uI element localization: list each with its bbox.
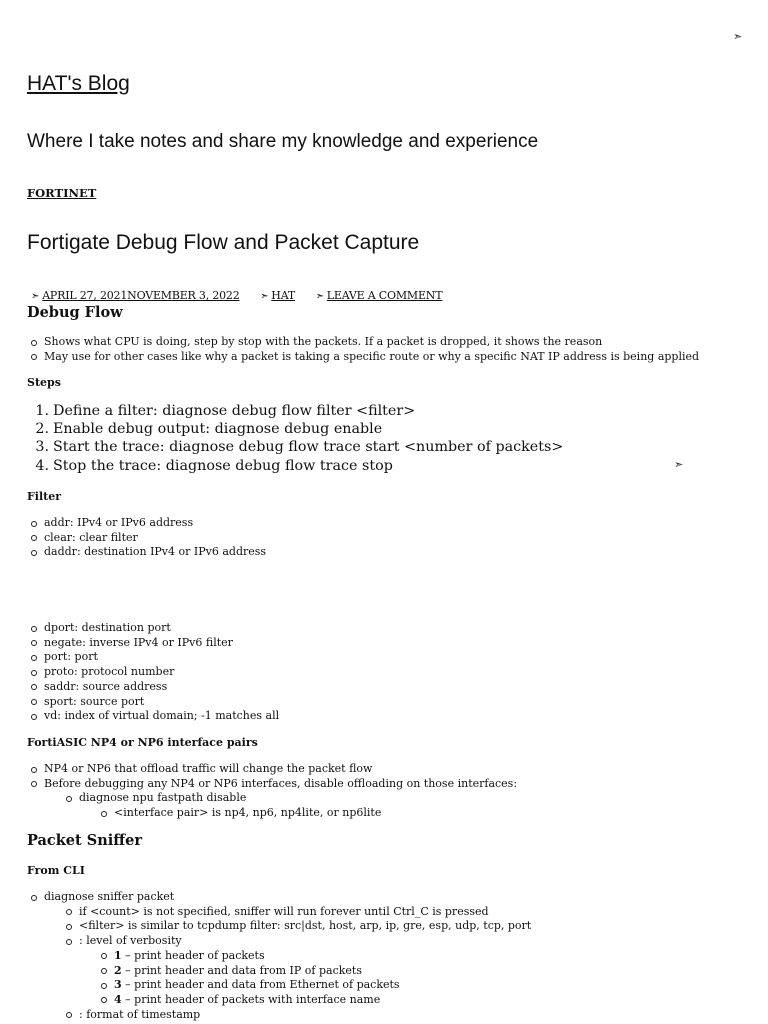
list-item: : format of timestamp bbox=[62, 1008, 747, 1023]
list-item: Shows what CPU is doing, step by stop with the packets. If a packet is dropped, it shows the reason bbox=[27, 335, 747, 350]
filter-list-2 bbox=[27, 621, 747, 724]
author-icon: ➣ bbox=[260, 291, 269, 302]
list-item: negate: inverse IPv4 or IPv6 filter bbox=[27, 636, 747, 651]
site-title-link[interactable]: HAT's Blog bbox=[27, 72, 130, 95]
debug-flow-heading: Debug Flow bbox=[27, 304, 123, 321]
list-item: 1 – print header of packets bbox=[97, 949, 747, 964]
list-item: dport: destination port bbox=[27, 621, 747, 636]
pin-icon: ➣ bbox=[674, 458, 684, 471]
list-item: 3. Start the trace: diagnose debug flow trace start <number of packets> bbox=[35, 439, 564, 456]
list-item: <interface pair> is np4, np6, np4lite, or np6lite bbox=[97, 806, 747, 821]
list-item: diagnose npu fastpath disable <interface pair> is np4, np6, np4lite, or np6lite bbox=[62, 791, 747, 820]
site-tagline: Where I take notes and share my knowledge and experience bbox=[27, 131, 539, 152]
list-item: diagnose sniffer packet if <count> is not specified, sniffer will run forever until Ctrl_C is pressed <filter> is similar to tcpdump filter: src|dst, host, arp, ip, gre, esp, udp, tcp, port : level of verbosity 1 – print header of packets 2 – print header and data from IP of packets 3 – print header and data from Ethernet of packets 4 – print header of packets with interface name : format of timestamp bbox=[27, 890, 747, 1022]
filter-list-1 bbox=[27, 516, 747, 560]
list-item: sport: source port bbox=[27, 695, 747, 710]
pin-icon: ➣ bbox=[733, 30, 743, 43]
list-item: <filter> is similar to tcpdump filter: src|dst, host, arp, ip, gre, esp, udp, tcp, port bbox=[62, 919, 747, 934]
list-item: May use for other cases like why a packet is taking a specific route or why a specific NAT IP address is being applied bbox=[27, 350, 747, 365]
post-meta bbox=[31, 289, 442, 302]
list-item: addr: IPv4 or IPv6 address bbox=[27, 516, 747, 531]
list-item: Before debugging any NP4 or NP6 interfaces, disable offloading on those interfaces: diagnose npu fastpath disable <interface pair> is np4, np6, np4lite, or np6lite bbox=[27, 777, 747, 821]
list-item: if <count> is not specified, sniffer will run forever until Ctrl_C is pressed bbox=[62, 905, 747, 920]
list-item: proto: protocol number bbox=[27, 665, 747, 680]
list-item: 1. Define a filter: diagnose debug flow filter <filter> bbox=[35, 403, 416, 419]
debug-flow-list bbox=[27, 335, 747, 364]
list-item: clear: clear filter bbox=[27, 531, 747, 546]
post-title: Fortigate Debug Flow and Packet Capture bbox=[27, 231, 420, 254]
packet-sniffer-heading: Packet Sniffer bbox=[27, 832, 143, 849]
sniffer-list bbox=[27, 890, 747, 1022]
list-item: NP4 or NP6 that offload traffic will change the packet flow bbox=[27, 762, 747, 777]
list-item: : level of verbosity 1 – print header of packets 2 – print header and data from IP of packets 3 – print header and data from Ethernet of packets 4 – print header of packets with interface name bbox=[62, 934, 747, 1008]
from-cli-heading: From CLI bbox=[27, 864, 85, 877]
calendar-icon: ➣ bbox=[31, 291, 40, 302]
filter-heading: Filter bbox=[27, 490, 62, 503]
list-item: port: port bbox=[27, 650, 747, 665]
steps-heading: Steps bbox=[27, 376, 61, 389]
list-item: 4. Stop the trace: diagnose debug flow trace stop bbox=[35, 457, 393, 474]
list-item: 3 – print header and data from Ethernet of packets bbox=[97, 978, 747, 993]
leave-comment-link[interactable]: LEAVE A COMMENT bbox=[326, 289, 443, 302]
list-item: vd: index of virtual domain; -1 matches all bbox=[27, 709, 747, 724]
list-item: 4 – print header of packets with interface name bbox=[97, 993, 747, 1008]
fortiasic-heading: FortiASIC NP4 or NP6 interface pairs bbox=[27, 736, 258, 749]
post-date-link[interactable]: APRIL 27, 2021NOVEMBER 3, 2022 bbox=[42, 289, 240, 302]
list-item: saddr: source address bbox=[27, 680, 747, 695]
comment-icon: ➣ bbox=[315, 291, 324, 302]
fortiasic-list bbox=[27, 762, 747, 821]
steps-list bbox=[27, 402, 563, 475]
list-item: daddr: destination IPv4 or IPv6 address bbox=[27, 545, 747, 560]
author-link[interactable]: HAT bbox=[271, 289, 295, 302]
category-link[interactable]: FORTINET bbox=[27, 186, 97, 200]
list-item: 2 – print header and data from IP of packets bbox=[97, 964, 747, 979]
site-title bbox=[27, 72, 130, 96]
list-item: 2. Enable debug output: diagnose debug enable bbox=[35, 421, 383, 438]
